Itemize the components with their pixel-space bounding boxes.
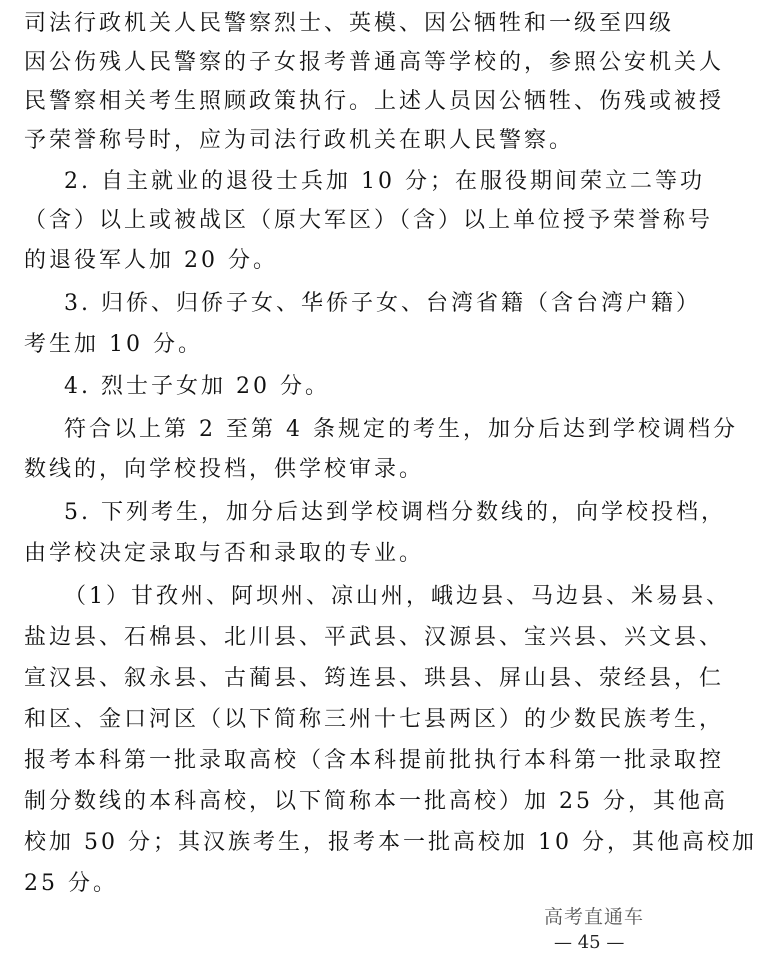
text-line: 4. 烈士子女加 20 分。	[64, 374, 330, 399]
text-line: 校加 50 分；其汉族考生，报考本一批高校加 10 分，其他高校加	[24, 830, 757, 855]
watermark: 高考直通车	[544, 906, 645, 928]
text-line: 的退役军人加 20 分。	[24, 248, 278, 273]
text-line: 数线的，向学校投档，供学校审录。	[24, 457, 425, 482]
text-line: 3. 归侨、归侨子女、华侨子女、台湾省籍（含台湾户籍）	[64, 291, 701, 316]
text-line: 由学校决定录取与否和录取的专业。	[24, 541, 425, 566]
text-line: （含）以上或被战区（原大军区）（含）以上单位授予荣誉称号	[24, 208, 714, 233]
text-line: 和区、金口河区（以下简称三州十七县两区）的少数民族考生，	[24, 707, 725, 732]
text-line: （1）甘孜州、阿坝州、凉山州，峨边县、马边县、米易县、	[64, 584, 731, 609]
text-line: 民警察相关考生照顾政策执行。上述人员因公牺牲、伤残或被授	[24, 89, 725, 114]
text-line: 因公伤残人民警察的子女报考普通高等学校的，参照公安机关人	[24, 50, 725, 75]
text-line: 2. 自主就业的退役士兵加 10 分；在服役期间荣立二等功	[64, 169, 705, 194]
text-line: 5. 下列考生，加分后达到学校调档分数线的，向学校投档，	[64, 500, 726, 525]
text-line: 司法行政机关人民警察烈士、英模、因公牺牲和一级至四级	[24, 11, 675, 36]
page-number: — 45 —	[554, 932, 625, 953]
text-line: 予荣誉称号时，应为司法行政机关在职人民警察。	[24, 128, 575, 153]
text-line: 制分数线的本科高校，以下简称本一批高校）加 25 分，其他高	[24, 789, 728, 814]
text-line: 符合以上第 2 至第 4 条规定的考生，加分后达到学校调档分	[64, 417, 738, 442]
text-line: 宣汉县、叙永县、古蔺县、筠连县、珙县、屏山县、荥经县，仁	[24, 666, 725, 691]
text-line: 考生加 10 分。	[24, 332, 203, 357]
text-line: 报考本科第一批录取高校（含本科提前批执行本科第一批录取控	[24, 748, 725, 773]
text-line: 25 分。	[24, 871, 118, 896]
text-line: 盐边县、石棉县、北川县、平武县、汉源县、宝兴县、兴文县、	[24, 625, 725, 650]
